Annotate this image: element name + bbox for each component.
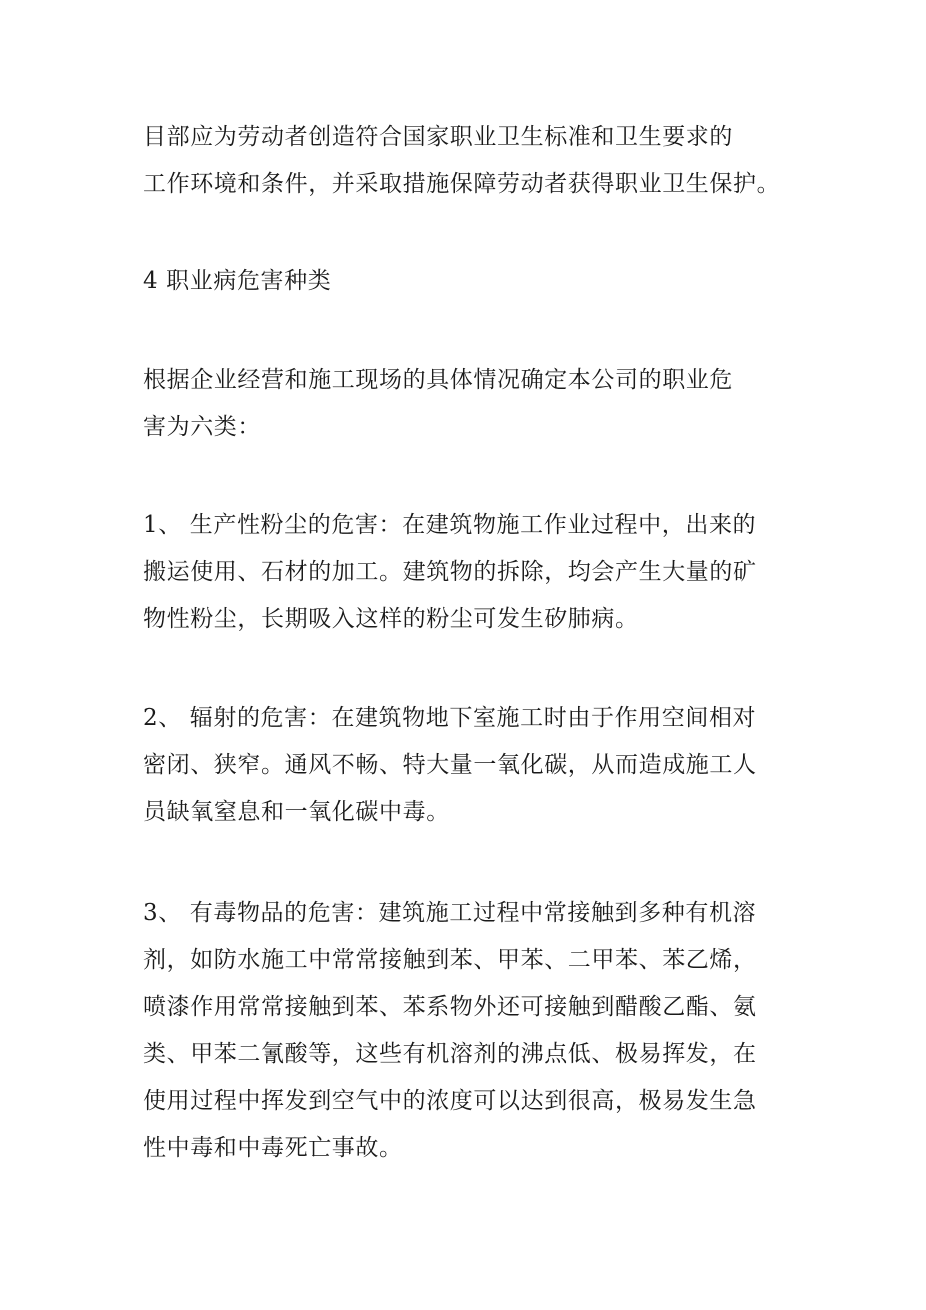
text-line: 员缺氧窒息和一氧化碳中毒。	[143, 799, 450, 825]
section-heading	[143, 258, 331, 305]
text-line: 密闭、狭窄。通风不畅、特大量一氧化碳，从而造成施工人	[143, 752, 757, 778]
text-line: 目部应为劳动者创造符合国家职业卫生标准和卫生要求的	[143, 124, 733, 150]
list-item-dust	[143, 502, 757, 643]
text-line: 1、 生产性粉尘的危害：在建筑物施工作业过程中，出来的	[143, 512, 757, 538]
text-line: 使用过程中挥发到空气中的浓度可以达到很高，极易发生急	[143, 1088, 757, 1114]
heading-text: 4 职业病危害种类	[143, 268, 332, 294]
text-line: 搬运使用、石材的加工。建筑物的拆除，均会产生大量的矿	[143, 559, 757, 585]
text-line: 工作环境和条件，并采取措施保障劳动者获得职业卫生保护。	[143, 171, 781, 197]
text-line: 剂，如防水施工中常常接触到苯、甲苯、二甲苯、苯乙烯，	[143, 947, 757, 973]
text-line: 根据企业经营和施工现场的具体情况确定本公司的职业危	[143, 367, 733, 393]
list-item-toxic	[143, 890, 757, 1172]
text-line: 性中毒和中毒死亡事故。	[143, 1135, 403, 1161]
paragraph-intro	[143, 114, 780, 208]
text-line: 喷漆作用常常接触到苯、苯系物外还可接触到醋酸乙酯、氨	[143, 994, 757, 1020]
text-line: 物性粉尘，长期吸入这样的粉尘可发生矽肺病。	[143, 606, 639, 632]
paragraph-summary	[143, 357, 733, 451]
text-line: 3、 有毒物品的危害：建筑施工过程中常接触到多种有机溶	[143, 900, 757, 926]
text-line: 害为六类：	[143, 414, 261, 440]
text-line: 类、甲苯二氰酸等，这些有机溶剂的沸点低、极易挥发，在	[143, 1041, 757, 1067]
text-line: 2、 辐射的危害：在建筑物地下室施工时由于作用空间相对	[143, 705, 757, 731]
list-item-radiation	[143, 695, 757, 836]
